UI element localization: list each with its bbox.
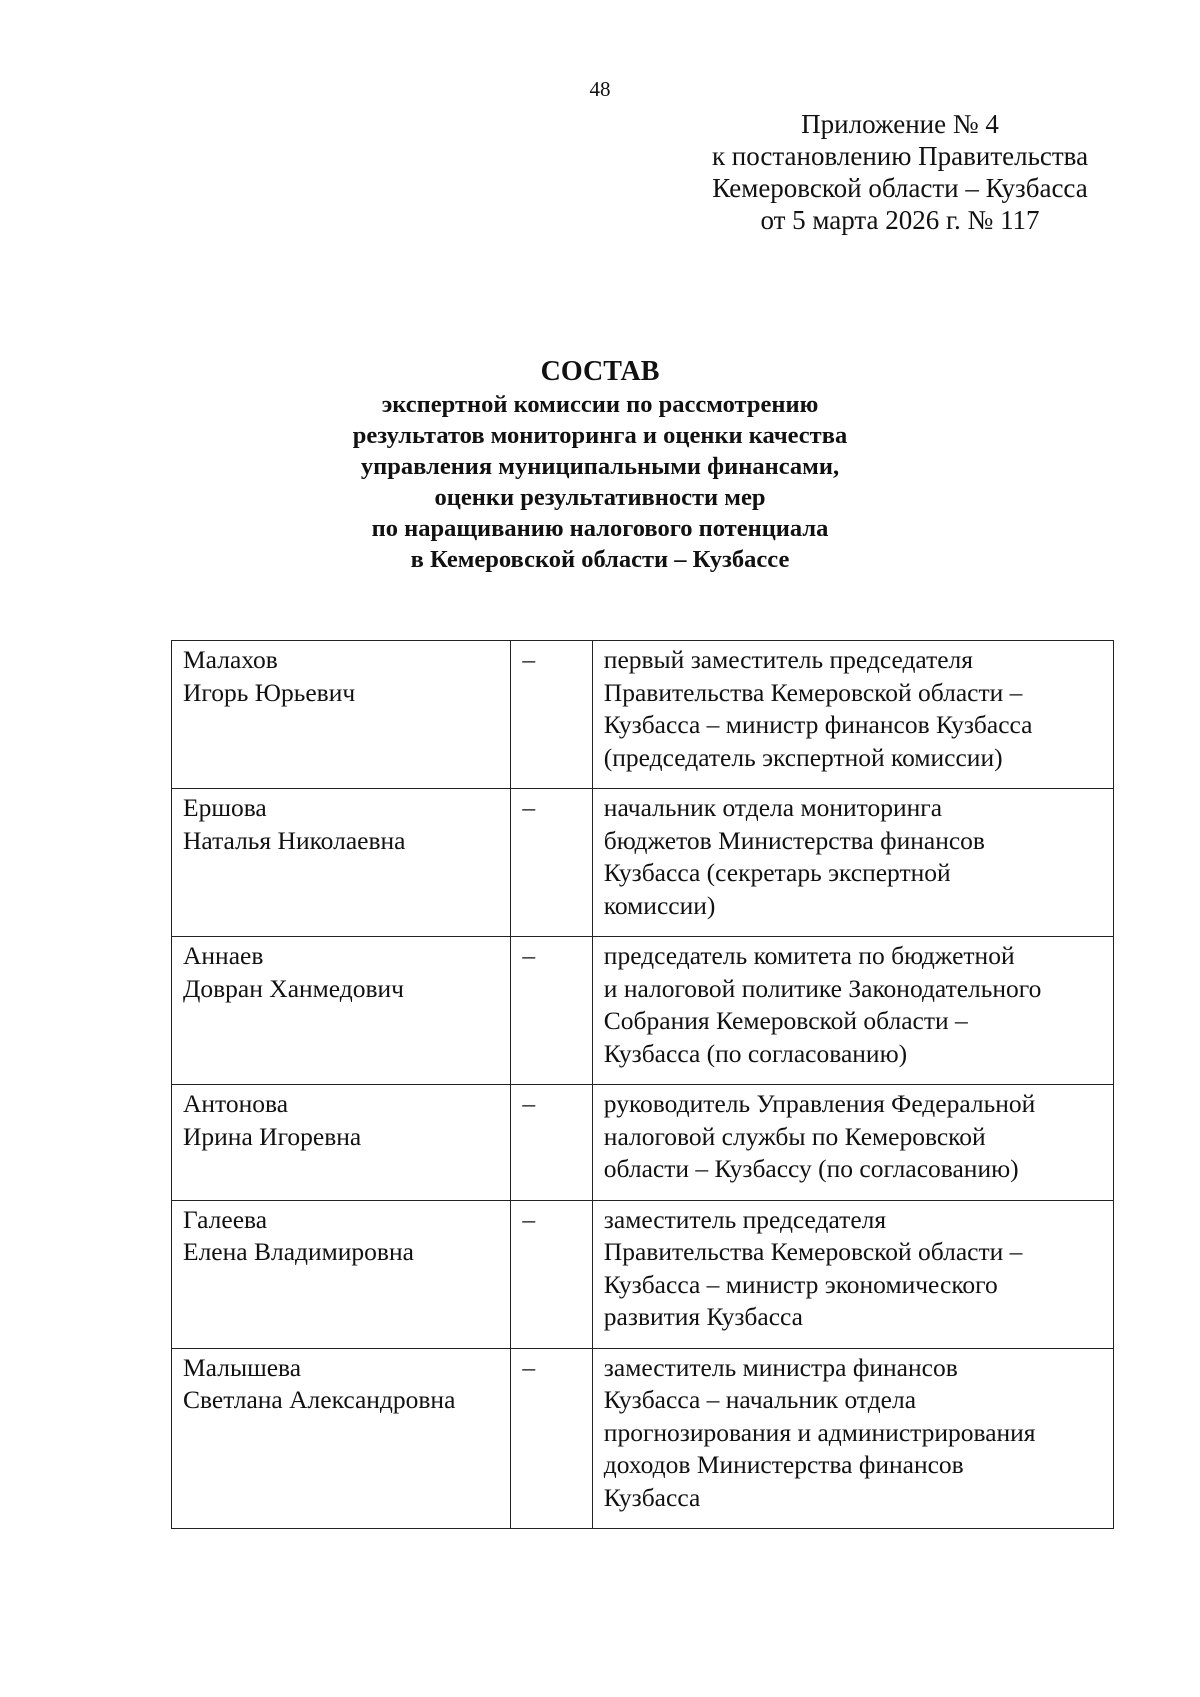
member-surname: Малышева <box>183 1352 302 1382</box>
table-row <box>172 937 1114 1085</box>
appendix-line: Приложение № 4 <box>801 109 999 139</box>
member-given-name: Елена Владимировна <box>183 1237 414 1266</box>
member-given-name: Игорь Юрьевич <box>183 677 356 707</box>
role-line: Кузбасса (по согласованию) <box>603 1038 908 1068</box>
role-line: прогнозирования и администрирования <box>603 1417 1036 1447</box>
member-name-cell <box>172 1348 511 1529</box>
appendix-line: к постановлению Правительства <box>711 141 1089 171</box>
role-line: Правительства Кемеровской области – <box>603 677 1023 707</box>
table-row <box>172 1200 1114 1348</box>
title-line: результатов мониторинга и оценки качества <box>352 422 848 449</box>
member-given-name: Наталья Николаевна <box>183 825 406 855</box>
member-given-name: Ирина Игоревна <box>183 1121 362 1151</box>
role-line: доходов Министерства финансов <box>603 1450 964 1479</box>
title-line: оценки результативности мер <box>434 484 766 511</box>
dash-cell: – <box>511 1085 592 1201</box>
member-given-name: Светлана Александровна <box>183 1385 456 1414</box>
member-name-cell <box>172 1085 511 1201</box>
role-line: Кузбасса <box>603 1482 701 1512</box>
role-line: Кузбасса – начальник отдела <box>603 1385 917 1414</box>
members-table <box>171 640 1114 1529</box>
role-line: области – Кузбассу (по согласованию) <box>603 1154 1019 1183</box>
member-surname: Ершова <box>183 793 267 822</box>
member-surname: Галеева <box>183 1204 268 1234</box>
member-role-cell <box>592 641 1113 789</box>
member-role-cell <box>592 1200 1113 1348</box>
dash-cell: – <box>511 937 592 1085</box>
member-name-cell <box>172 641 511 789</box>
dash-cell: – <box>511 1200 592 1348</box>
role-line: Правительства Кемеровской области – <box>603 1237 1023 1266</box>
appendix-line: от 5 марта 2026 г. № 117 <box>760 205 1040 235</box>
dash-cell: – <box>511 789 592 937</box>
member-name-cell <box>172 1200 511 1348</box>
role-line: Кузбасса – министр финансов Кузбасса <box>603 710 1033 739</box>
table-row <box>172 789 1114 937</box>
title-line: в Кемеровской области – Кузбассе <box>410 546 790 573</box>
role-line: (председатель экспертной комиссии) <box>603 742 1003 772</box>
role-line: первый заместитель председателя <box>603 645 973 674</box>
role-line: заместитель министра финансов <box>603 1352 958 1382</box>
member-role-cell <box>592 1348 1113 1529</box>
member-given-name: Довран Ханмедович <box>183 973 405 1003</box>
table-row <box>172 1348 1114 1529</box>
role-line: развития Кузбасса <box>603 1302 803 1331</box>
role-line: начальник отдела мониторинга <box>603 793 943 822</box>
member-surname: Аннаев <box>183 941 264 970</box>
page-number: 48 <box>589 77 611 101</box>
table-row <box>172 641 1114 789</box>
table-row <box>172 1085 1114 1201</box>
role-line: бюджетов Министерства финансов <box>603 825 985 855</box>
member-role-cell <box>592 1085 1113 1201</box>
title-line: по наращиванию налогового потенциала <box>371 515 829 542</box>
dash-cell: – <box>511 1348 592 1529</box>
role-line: председатель комитета по бюджетной <box>603 941 1015 970</box>
role-line: Кузбасса (секретарь экспертной <box>603 858 951 887</box>
appendix-line: Кемеровской области – Кузбасса <box>712 173 1088 203</box>
dash-cell: – <box>511 641 592 789</box>
member-name-cell <box>172 789 511 937</box>
role-line: налоговой службы по Кемеровской <box>603 1121 986 1151</box>
member-role-cell <box>592 937 1113 1085</box>
member-surname: Антонова <box>183 1089 289 1118</box>
role-line: и налоговой политике Законодательного <box>603 973 1042 1003</box>
member-role-cell <box>592 789 1113 937</box>
role-line: заместитель председателя <box>603 1204 887 1234</box>
role-line: Собрания Кемеровской области – <box>603 1006 968 1035</box>
document-title <box>0 355 1200 575</box>
role-line: руководитель Управления Федеральной <box>603 1089 1036 1118</box>
role-line: Кузбасса – министр экономического <box>603 1269 998 1299</box>
appendix-reference <box>700 108 1100 236</box>
role-line: комиссии) <box>603 890 716 920</box>
member-name-cell <box>172 937 511 1085</box>
title-line: управления муниципальными финансами, <box>360 453 840 480</box>
member-surname: Малахов <box>183 645 278 674</box>
title-line: экспертной комиссии по рассмотрению <box>381 391 819 418</box>
title-heading: СОСТАВ <box>540 356 660 387</box>
